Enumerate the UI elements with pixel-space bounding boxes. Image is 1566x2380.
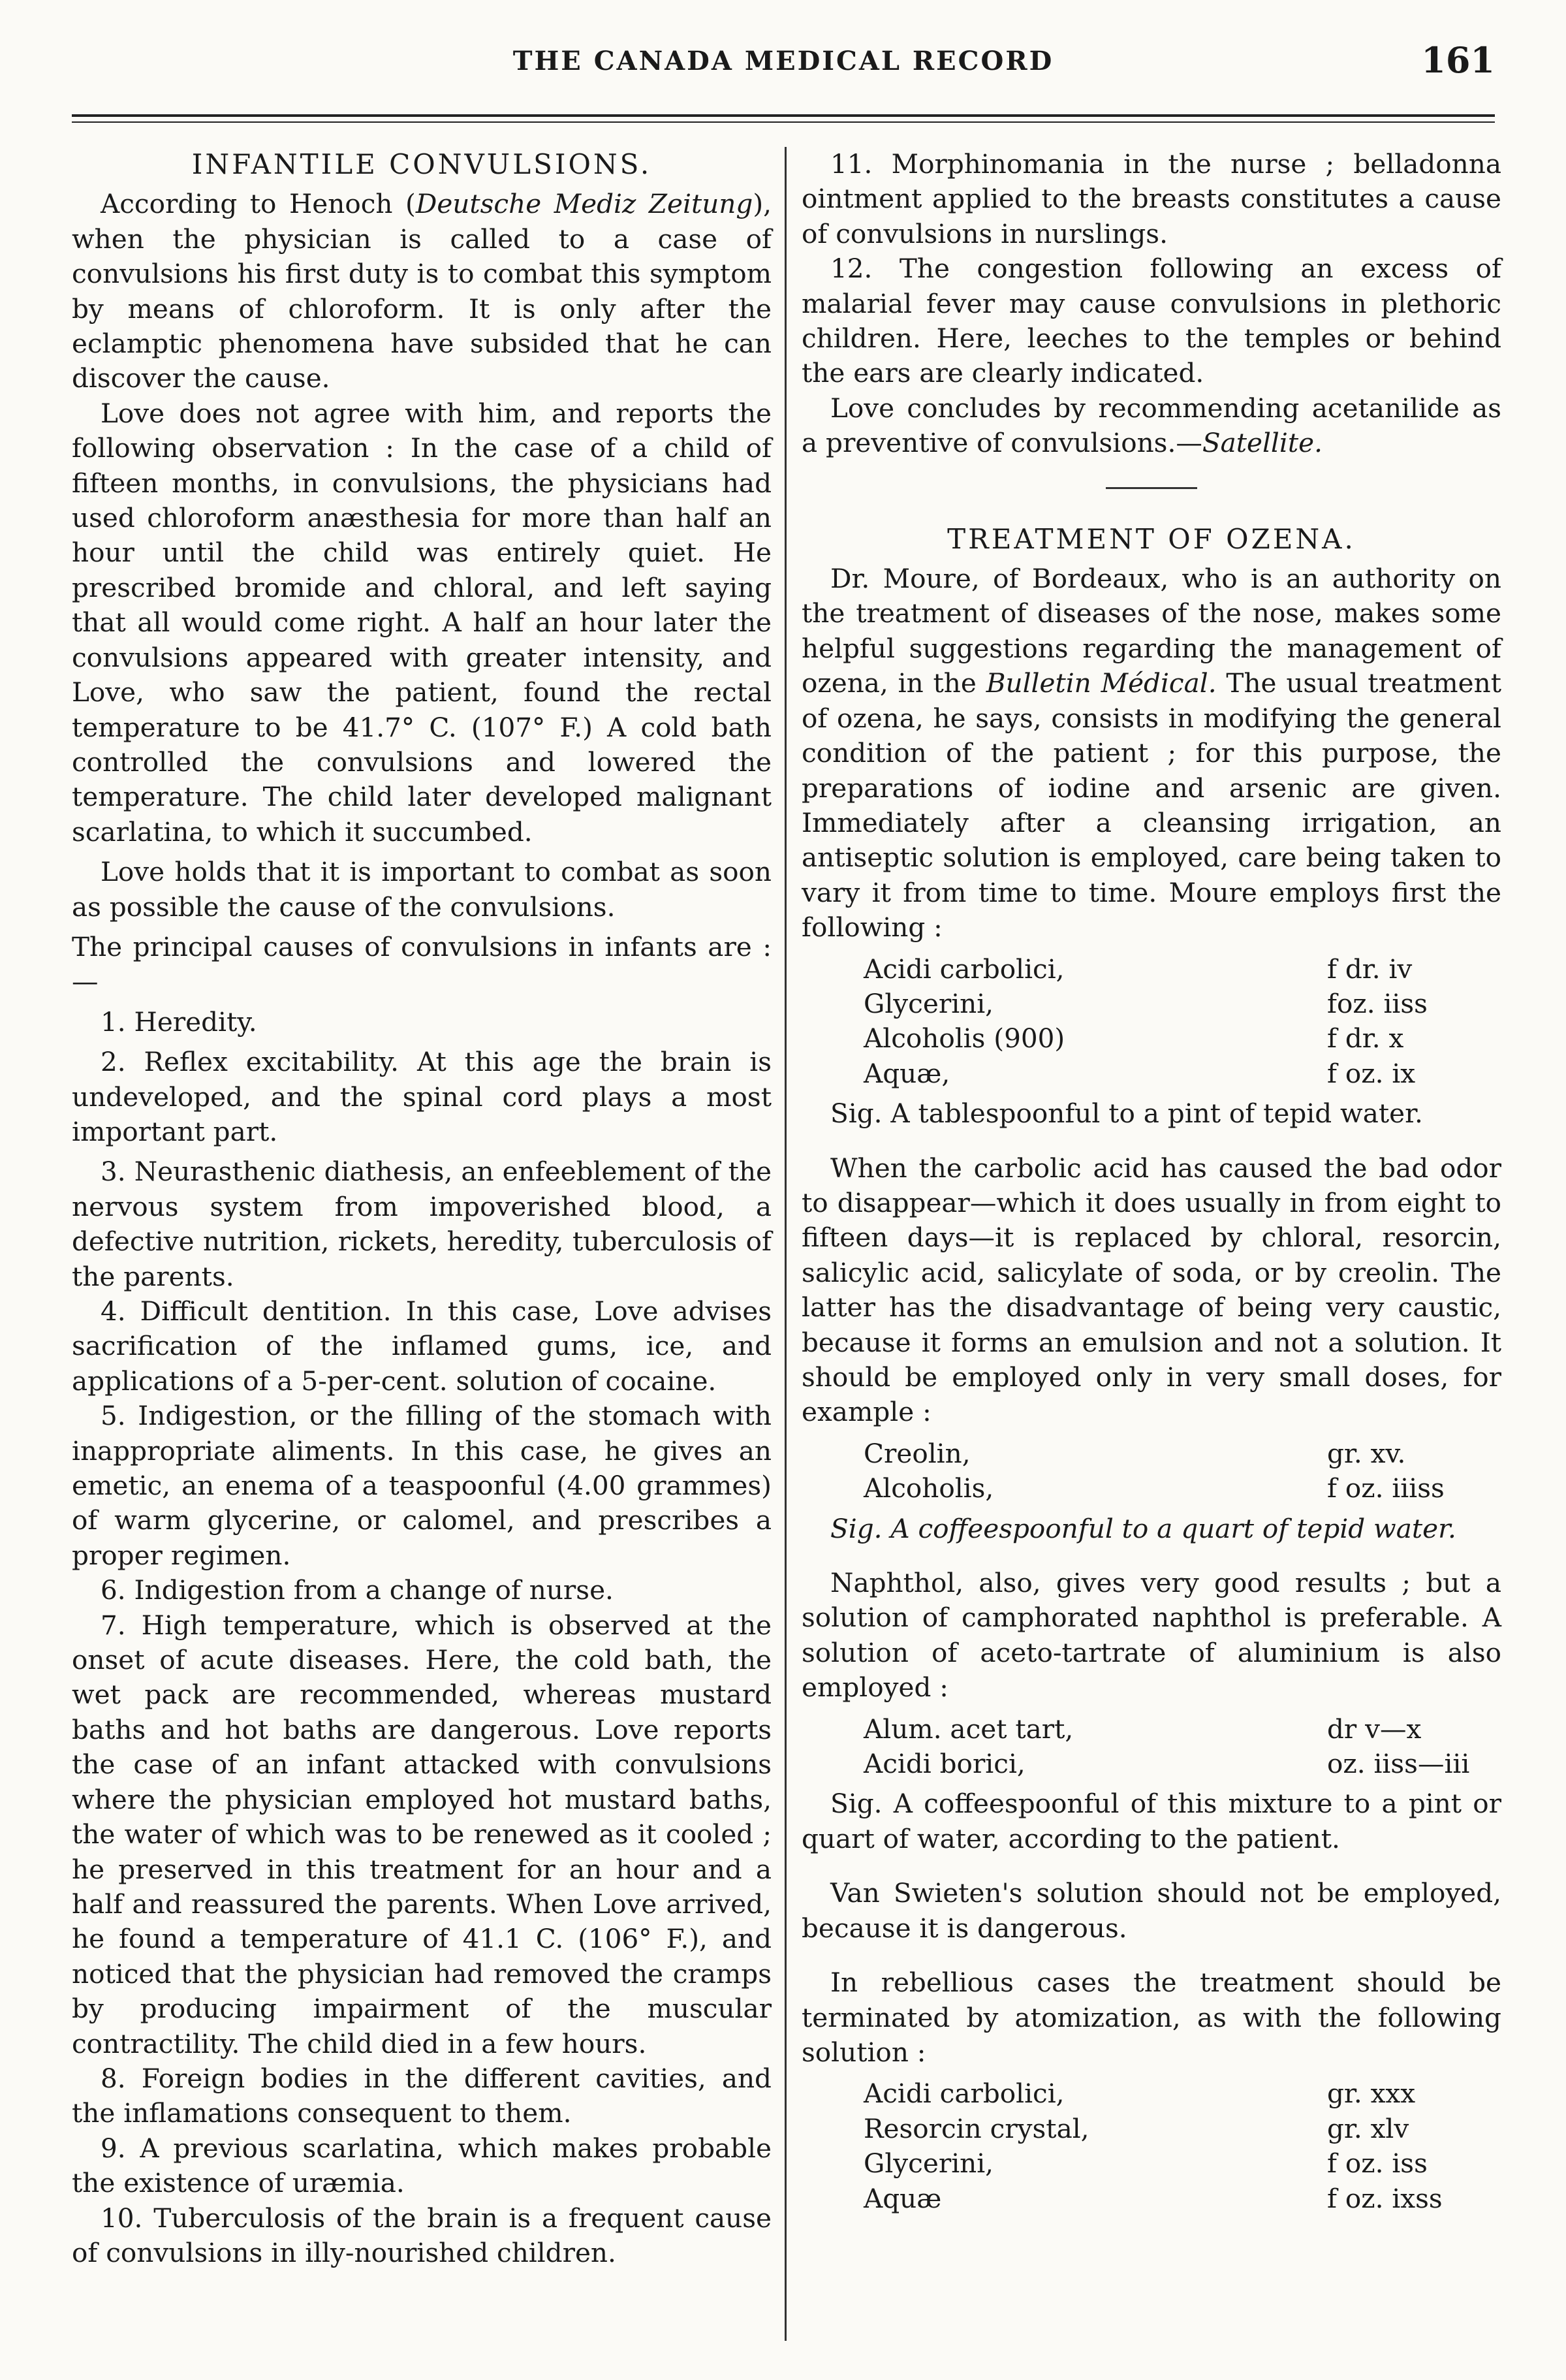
prescription-row xyxy=(864,1436,1497,1471)
ingredient: Alcoholis, xyxy=(864,1472,994,1504)
cause-item-11: 11. Morphinomania in the nurse ; belladonna ointment applied to the breasts constitutes a cause of convulsions in nurslings. xyxy=(802,148,1501,249)
article-title-ozena: TREATMENT OF OZENA. xyxy=(947,522,1356,555)
quantity: gr. xlv xyxy=(1327,2112,1409,2144)
conclusion-text: Love concludes by recommending acetanilide as a preventive of convulsions.— xyxy=(802,392,1501,459)
prescription-row xyxy=(864,952,1497,987)
prescription-row xyxy=(864,2112,1497,2146)
quantity: f dr. x xyxy=(1327,1023,1404,1055)
love-case-paragraph: Love does not agree with him, and reports the following observation : In the case of a child of fifteen months, in convulsions, the physicians had used chloroform anæsthesia for more than half an hour until the child was entirely quiet. He prescribed bromide and chloral, and left saying that all would come right. A half an hour later the convulsions appeared with greater intensity, and Love, who saw the patient, found the rectal temperature to be 41.7° C. (107° F.) A cold bath controlled the convulsions and lowered the temperature. The child later developed malignant scarlatina, to which it succumbed. xyxy=(72,397,772,848)
ingredient: Aquæ, xyxy=(864,1057,950,1089)
cause-item: 2. Reflex excitability. At this age the brain is undeveloped, and the spinal cord plays a most important part. xyxy=(72,1046,772,1147)
sig-label: Sig. xyxy=(830,1512,883,1544)
quantity: f oz. ix xyxy=(1327,1057,1416,1089)
prescription-4 xyxy=(864,2076,1497,2216)
prescription-row xyxy=(864,1747,1497,1781)
prescription-row xyxy=(864,1712,1497,1747)
ozena-intro-paragraph xyxy=(802,562,1501,945)
ingredient: Alum. acet tart, xyxy=(864,1713,1074,1745)
cause-item: 6. Indigestion from a change of nurse. xyxy=(101,1574,614,1606)
carbolic-paragraph: When the carbolic acid has caused the bad odor to disappear—which it does usually in from eight to fifteen days—it is replaced by chloral, resorcin, salicylic acid, salicylate of soda, or by creolin. The latter has the disadvantage of being very caustic, because it forms an emulsion and not a solution. It should be employed only in very small doses, for example : xyxy=(802,1152,1501,1428)
prescription-2 xyxy=(864,1436,1497,1506)
sig-3: Sig. A coffeespoonful of this mixture to a pint or quart of water, according to the patient. xyxy=(802,1788,1501,1854)
prescription-row xyxy=(864,2076,1497,2111)
right-column xyxy=(802,147,1501,2221)
sig-2 xyxy=(802,1512,1501,1546)
ozena-intro-b: The usual treatment of ozena, he says, consists in modifying the general condition of the patient ; for this purpose, the preparations of iodine and arsenic are given. Immediately after a cleansing irrigation, an antiseptic solution is employed, care being taken to vary it from time to time. Moure employs first the following : xyxy=(802,667,1502,944)
ingredient: Glycerini, xyxy=(864,2148,994,2180)
page-header xyxy=(72,34,1495,86)
cause-item-12: 12. The congestion following an excess of malarial fever may cause convulsions in plethoric children. Here, leeches to the temples or behind the ears are clearly indicated. xyxy=(802,253,1501,389)
ingredient: Creolin, xyxy=(864,1437,971,1469)
prescription-row xyxy=(864,987,1497,1021)
conclusion-paragraph xyxy=(802,391,1501,461)
love-holds-paragraph: Love holds that it is important to combat as soon as possible the cause of the convulsions. xyxy=(72,856,772,923)
left-column xyxy=(72,147,772,2270)
cause-item: 9. A previous scarlatina, which makes probable the existence of uræmia. xyxy=(72,2132,772,2199)
quantity: f oz. iiiss xyxy=(1327,1472,1445,1504)
prescription-row xyxy=(864,1021,1497,1056)
ozena-intro-a: Dr. Moure, of Bordeaux, who is an authority on the treatment of diseases of the nose, makes some helpful suggestions regarding the management of ozena, in the xyxy=(802,563,1501,699)
journal-title: THE CANADA MEDICAL RECORD xyxy=(512,46,1054,76)
intro-paragraph xyxy=(72,187,772,396)
causes-intro: The principal causes of convulsions in infants are :— xyxy=(72,930,772,998)
cause-item: 4. Difficult dentition. In this case, Love advises sacrification of the inflamed gums, ice, and applications of a 5-per-cent. solution of cocaine. xyxy=(72,1295,772,1397)
quantity: oz. iiss—iii xyxy=(1327,1748,1470,1780)
cause-item: 7. High temperature, which is observed at the onset of acute diseases. Here, the cold bath, the wet pack are recommended, whereas mustard baths and hot baths are dangerous. Love reports the case of an infant attacked with convulsions where the physician employed hot mustard baths, the water of which was to be renewed as it cooled ; he preserved in this treatment for an hour and a half and reassured the parents. When Love arrived, he found a temperature of 41.1 C. (106° F.), and noticed that the physician had removed the cramps by producing impairment of the muscular contractility. The child died in a few hours. xyxy=(72,1609,772,2059)
prescription-row xyxy=(864,2182,1497,2216)
column-separator xyxy=(785,147,787,2341)
prescription-1 xyxy=(864,952,1497,1092)
header-rule-thick xyxy=(72,114,1495,117)
cause-item: 1. Heredity. xyxy=(101,1006,257,1038)
ingredient: Acidi carbolici, xyxy=(864,953,1065,985)
prescription-row xyxy=(864,2146,1497,2181)
article-title-convulsions: INFANTILE CONVULSIONS. xyxy=(191,148,652,180)
header-rule-thin xyxy=(72,121,1495,123)
ingredient: Acidi borici, xyxy=(864,1748,1026,1780)
ingredient: Aquæ xyxy=(864,2182,942,2214)
conclusion-source: Satellite. xyxy=(1202,427,1323,459)
intro-text-a: According to Henoch ( xyxy=(101,188,416,220)
prescription-row xyxy=(864,1471,1497,1506)
sig-1: Sig. A tablespoonful to a pint of tepid water. xyxy=(830,1098,1423,1130)
quantity: f oz. ixss xyxy=(1327,2182,1443,2214)
sig-2-text: A coffeespoonful to a quart of tepid water. xyxy=(882,1512,1456,1544)
ingredient: Resorcin crystal, xyxy=(864,2112,1089,2144)
quantity: foz. iiss xyxy=(1327,987,1428,1019)
prescription-3 xyxy=(864,1712,1497,1782)
rebellious-paragraph: In rebellious cases the treatment should be terminated by atomization, as with the following solution : xyxy=(802,1967,1501,2068)
swieten-paragraph: Van Swieten's solution should not be employed, because it is dangerous. xyxy=(802,1877,1501,1944)
ozena-intro-source: Bulletin Médical. xyxy=(986,667,1217,699)
cause-item: 10. Tuberculosis of the brain is a frequent cause of convulsions in illy-nourished children. xyxy=(72,2202,772,2268)
quantity: f dr. iv xyxy=(1327,953,1413,985)
quantity: gr. xxx xyxy=(1327,2078,1416,2110)
intro-source: Deutsche Mediz Zeitung xyxy=(415,188,753,220)
ingredient: Acidi carbolici, xyxy=(864,2078,1065,2110)
quantity: dr v—x xyxy=(1327,1713,1422,1745)
section-divider xyxy=(1106,487,1197,489)
intro-text-b: ), when the physician is called to a case of convulsions his first duty is to combat this symptom by means of chloroform. It is only after the eclamptic phenomena have subsided that he can discover the cause. xyxy=(72,188,772,394)
cause-item: 5. Indigestion, or the filling of the stomach with inappropriate aliments. In this case, he gives an emetic, an enema of a teaspoonful (4.00 grammes) of warm glycerine, or calomel, and prescribes a proper regimen. xyxy=(72,1400,772,1571)
cause-item: 8. Foreign bodies in the different cavities, and the inflamations consequent to them. xyxy=(72,2062,772,2129)
naphthol-paragraph: Naphthol, also, gives very good results ; but a solution of camphorated naphthol is preferable. A solution of aceto-tartrate of aluminium is also employed : xyxy=(802,1567,1501,1704)
quantity: gr. xv. xyxy=(1327,1437,1406,1469)
ingredient: Alcoholis (900) xyxy=(864,1023,1065,1055)
page-number: 161 xyxy=(1421,39,1495,81)
ingredient: Glycerini, xyxy=(864,987,994,1019)
quantity: f oz. iss xyxy=(1327,2148,1428,2180)
cause-item: 3. Neurasthenic diathesis, an enfeeblement of the nervous system from impoverished blood, a defective nutrition, rickets, heredity, tuberculosis of the parents. xyxy=(72,1156,772,1292)
prescription-row xyxy=(864,1056,1497,1091)
